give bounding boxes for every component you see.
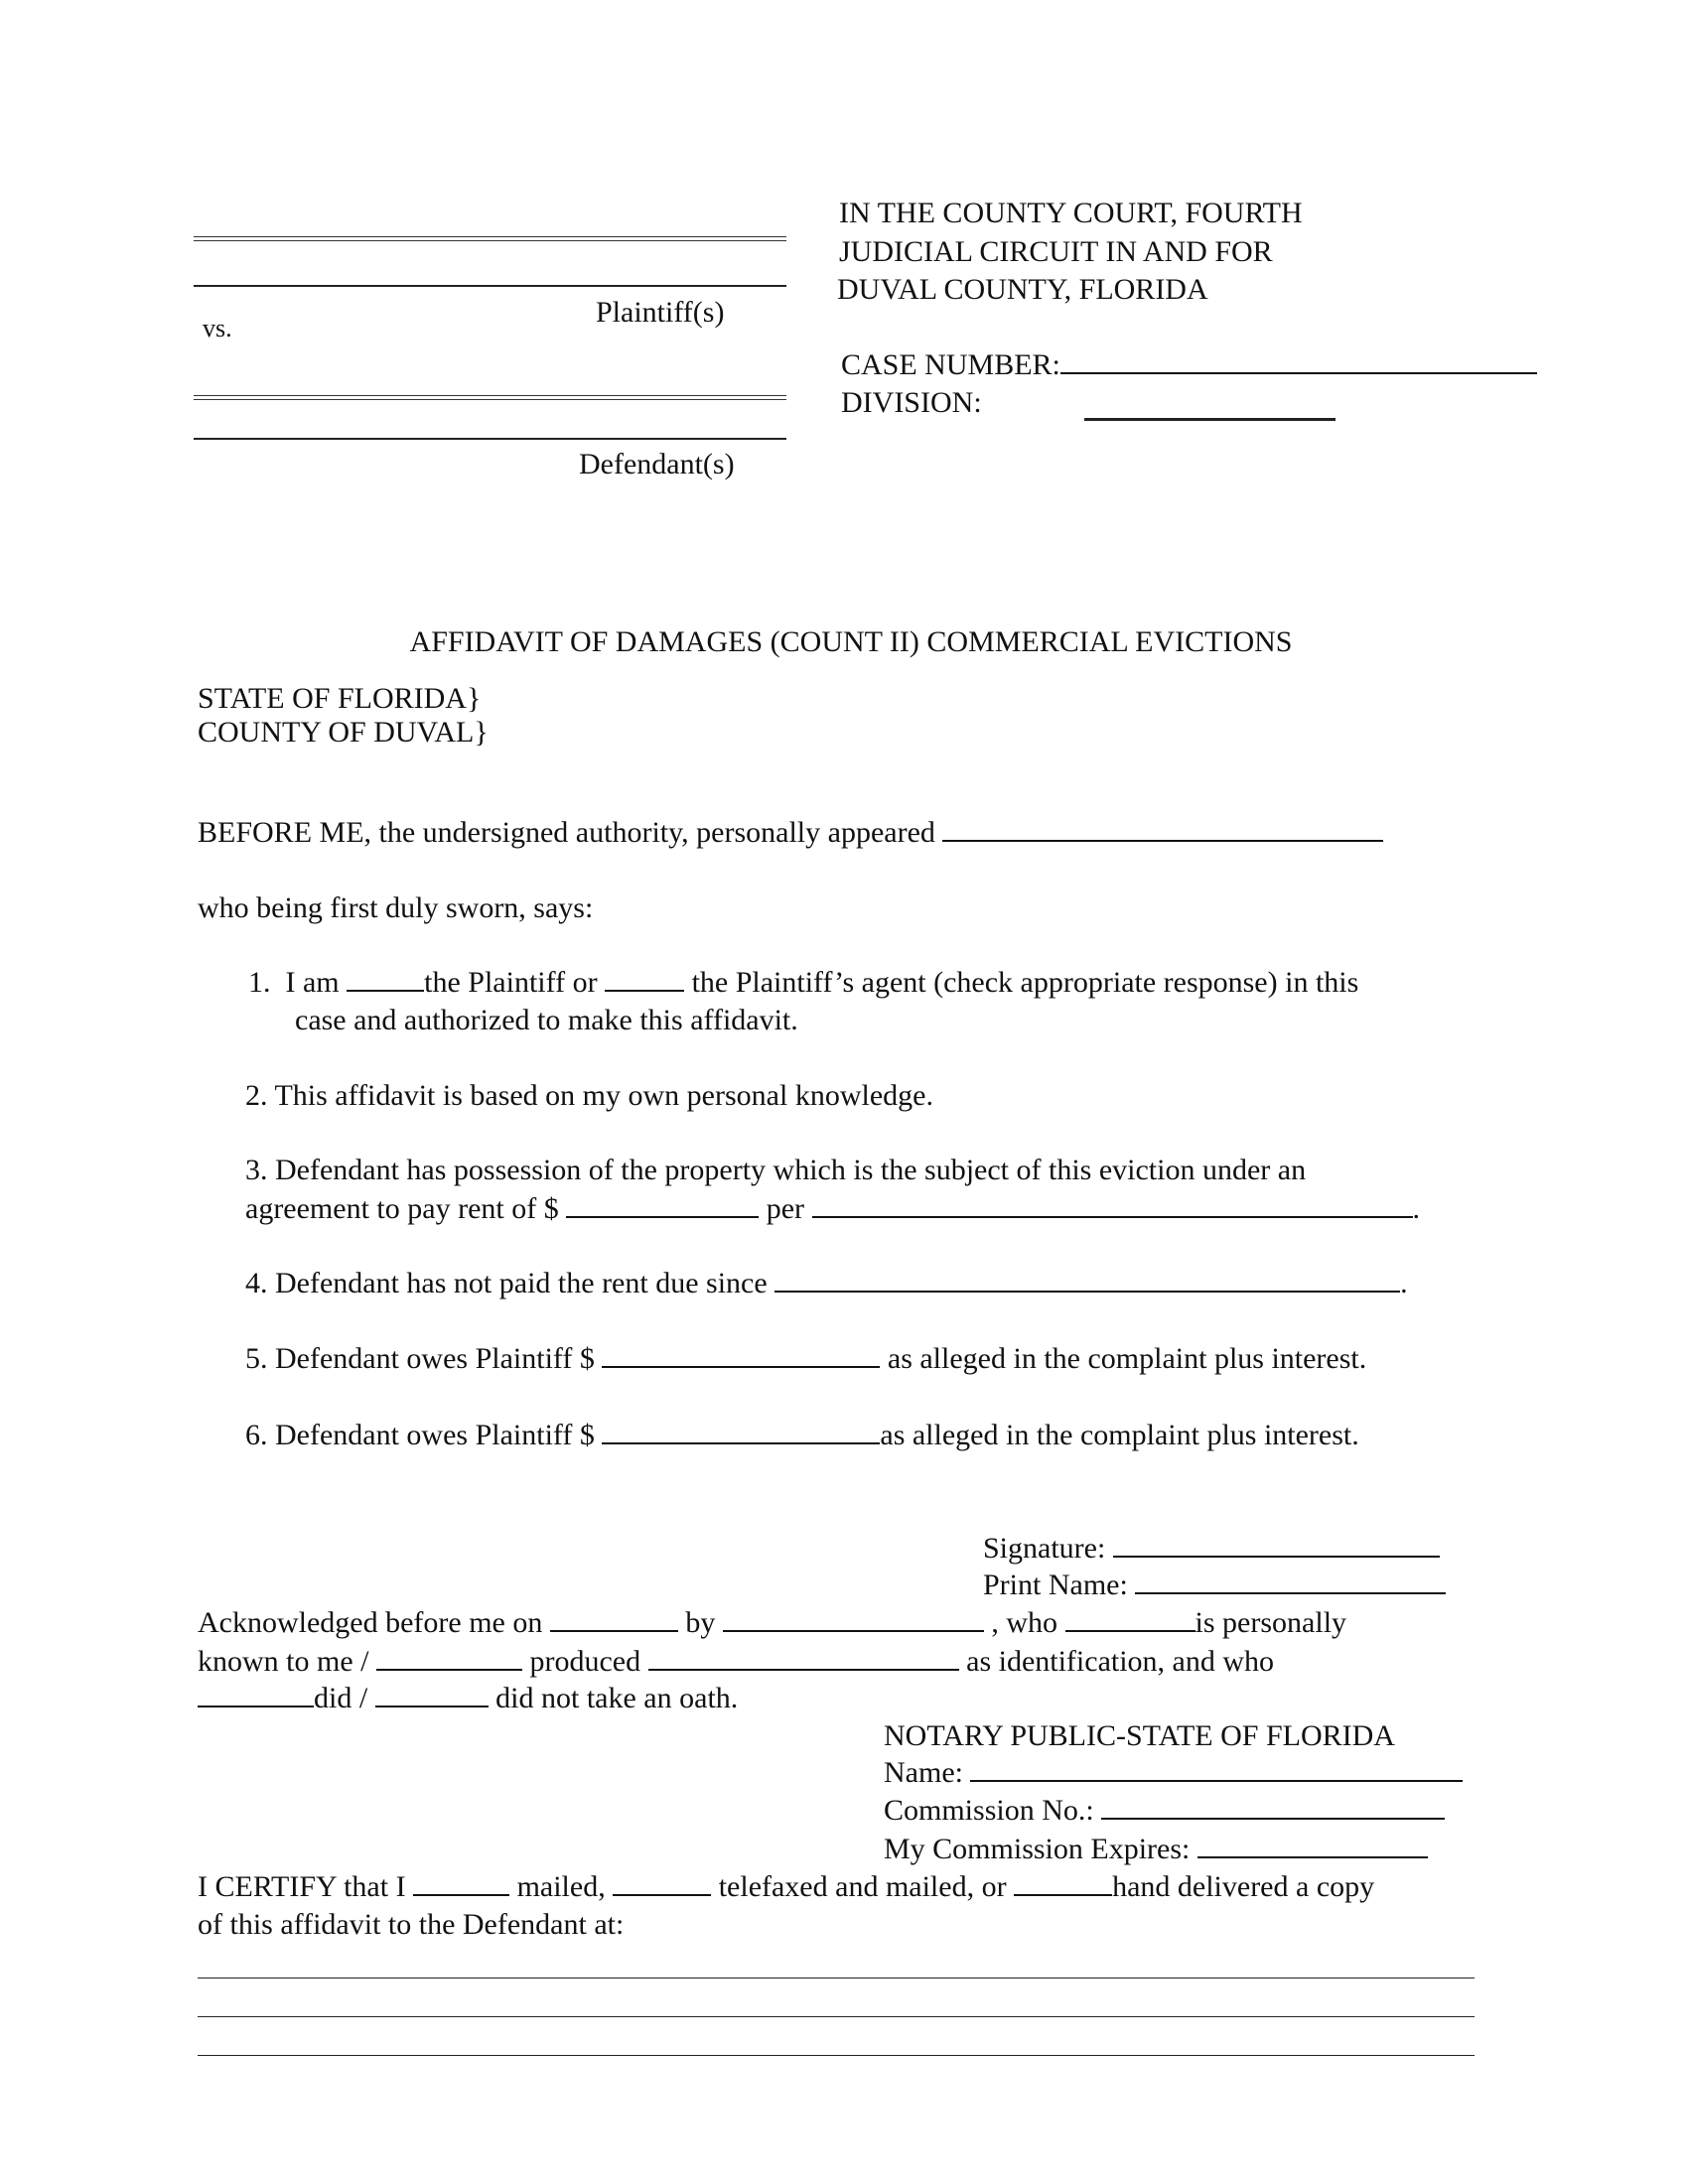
commission-no-blank[interactable]	[1101, 1794, 1445, 1820]
sworn-text: who being first duly sworn, says:	[198, 891, 594, 924]
item-3-text: agreement to pay rent of $	[245, 1192, 559, 1225]
address-line-1[interactable]	[198, 1978, 1475, 1979]
defendant-name-line-2	[194, 438, 786, 440]
ack-text-3b: did not take an oath.	[495, 1682, 739, 1714]
division-label: DIVISION:	[841, 386, 982, 419]
signature-label: Signature:	[983, 1532, 1106, 1565]
item-4-period: .	[1400, 1267, 1408, 1299]
plaintiff-label: Plaintiff(s)	[596, 296, 725, 329]
notary-name-label: Name:	[884, 1756, 963, 1789]
item-1-number: 1.	[248, 966, 271, 999]
identification-blank[interactable]	[648, 1645, 959, 1671]
print-name-label: Print Name:	[983, 1569, 1128, 1601]
rent-due-since-blank[interactable]	[774, 1267, 1400, 1293]
commission-expires-label: My Commission Expires:	[884, 1833, 1191, 1865]
case-number-label: CASE NUMBER:	[841, 348, 1060, 381]
affiant-name-blank[interactable]	[942, 816, 1383, 842]
court-line-3: DUVAL COUNTY, FLORIDA	[837, 273, 1208, 306]
personally-known-blank[interactable]	[1065, 1606, 1196, 1632]
notary-name-field	[884, 1755, 1463, 1791]
item-6-text-b: as alleged in the complaint plus interest.	[880, 1419, 1359, 1451]
ack-text-1a: Acknowledged before me on	[198, 1606, 543, 1639]
ack-text-2a: known to me /	[198, 1645, 369, 1678]
plaintiff-name-line-1	[194, 236, 786, 241]
document-title: AFFIDAVIT OF DAMAGES (COUNT II) COMMERCIAL EVICTIONS	[409, 625, 1293, 658]
address-line-3[interactable]	[198, 2055, 1475, 2056]
item-4-text: 4. Defendant has not paid the rent due since	[245, 1267, 768, 1299]
ack-line-2	[198, 1644, 1274, 1680]
signature-field	[983, 1531, 1440, 1567]
case-number-field[interactable]	[841, 347, 1537, 383]
item-3-line-2	[245, 1191, 1420, 1227]
before-me-line	[198, 815, 1383, 851]
address-line-2[interactable]	[198, 2016, 1475, 2017]
hand-delivered-check-blank[interactable]	[1014, 1870, 1112, 1896]
did-not-oath-blank[interactable]	[375, 1682, 489, 1707]
produced-check-blank[interactable]	[376, 1645, 522, 1671]
ack-text-1b: by	[685, 1606, 716, 1639]
ack-text-2b: produced	[529, 1645, 641, 1678]
agent-check-blank[interactable]	[605, 966, 684, 992]
ack-by-blank[interactable]	[723, 1606, 984, 1632]
ack-line-1	[198, 1605, 1346, 1641]
print-name-blank[interactable]	[1135, 1569, 1446, 1594]
item-1-text-b: the Plaintiff or	[424, 966, 598, 999]
item-6-text-a: 6. Defendant owes Plaintiff $	[245, 1419, 595, 1451]
item-1	[248, 965, 1358, 1001]
item-4	[245, 1266, 1408, 1301]
commission-expires-field	[884, 1832, 1428, 1867]
ack-text-2c: as identification, and who	[966, 1645, 1275, 1678]
certify-text-d: hand delivered a copy	[1112, 1870, 1375, 1903]
ack-text-3a: did /	[314, 1682, 368, 1714]
commission-no-label: Commission No.:	[884, 1794, 1094, 1827]
mailed-check-blank[interactable]	[413, 1870, 509, 1896]
item-3-period: .	[1412, 1192, 1421, 1225]
court-line-1: IN THE COUNTY COURT, FOURTH	[839, 197, 1303, 229]
commission-expires-blank[interactable]	[1197, 1833, 1428, 1858]
notary-name-blank[interactable]	[970, 1756, 1463, 1782]
certify-text-c: telefaxed and mailed, or	[718, 1870, 1007, 1903]
did-oath-blank[interactable]	[198, 1682, 314, 1707]
defendant-label: Defendant(s)	[579, 448, 735, 480]
item-3-per: per	[766, 1192, 805, 1225]
owed-amount-blank-2[interactable]	[602, 1419, 880, 1444]
commission-no-field	[884, 1793, 1445, 1829]
certify-text-b: mailed,	[516, 1870, 606, 1903]
item-3-line-1: 3. Defendant has possession of the property which is the subject of this eviction under an	[245, 1154, 1307, 1186]
ack-line-3	[198, 1681, 738, 1716]
owed-amount-blank-1[interactable]	[602, 1342, 880, 1368]
item-5-text-b: as alleged in the complaint plus interest.	[887, 1342, 1367, 1375]
ack-text-1c: , who	[991, 1606, 1058, 1639]
item-5	[245, 1341, 1366, 1377]
certify-line-1	[198, 1869, 1374, 1905]
division-blank[interactable]	[1084, 418, 1336, 421]
case-number-blank[interactable]	[1060, 348, 1537, 374]
certify-text-a: I CERTIFY that I	[198, 1870, 406, 1903]
vs-label: vs.	[203, 314, 232, 342]
item-6	[245, 1418, 1359, 1453]
notary-title: NOTARY PUBLIC-STATE OF FLORIDA	[884, 1719, 1395, 1752]
plaintiff-check-blank[interactable]	[347, 966, 424, 992]
rent-amount-blank[interactable]	[566, 1192, 759, 1218]
court-line-2: JUDICIAL CIRCUIT IN AND FOR	[839, 235, 1273, 268]
item-1-text-a: I am	[285, 966, 340, 999]
item-5-text-a: 5. Defendant owes Plaintiff $	[245, 1342, 595, 1375]
signature-blank[interactable]	[1113, 1532, 1440, 1558]
item-2: 2. This affidavit is based on my own personal knowledge.	[245, 1079, 933, 1112]
item-1-text-c: the Plaintiff’s agent (check appropriate response) in this	[691, 966, 1359, 999]
before-me-text: BEFORE ME, the undersigned authority, personally appeared	[198, 816, 935, 849]
ack-date-blank[interactable]	[550, 1606, 678, 1632]
telefaxed-check-blank[interactable]	[613, 1870, 711, 1896]
item-1-continued: case and authorized to make this affidavit.	[295, 1004, 798, 1036]
certify-line-2: of this affidavit to the Defendant at:	[198, 1908, 625, 1941]
venue-state: STATE OF FLORIDA}	[198, 682, 482, 715]
rent-period-blank[interactable]	[812, 1192, 1413, 1218]
plaintiff-name-line-2	[194, 285, 786, 287]
venue-county: COUNTY OF DUVAL}	[198, 716, 489, 749]
ack-text-1d: is personally	[1195, 1606, 1347, 1639]
defendant-name-line-1	[194, 395, 786, 400]
print-name-field	[983, 1568, 1446, 1603]
